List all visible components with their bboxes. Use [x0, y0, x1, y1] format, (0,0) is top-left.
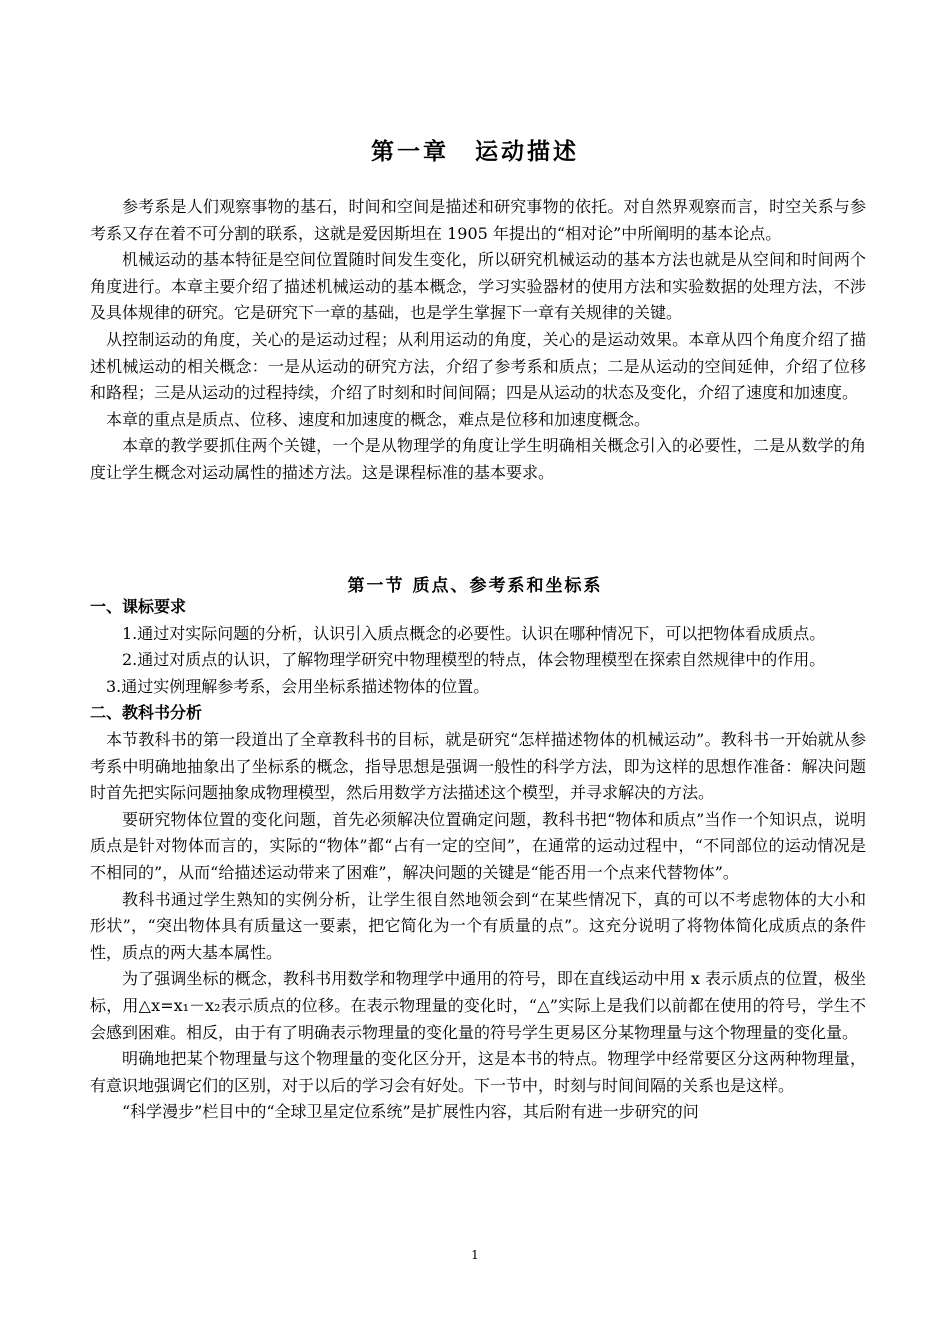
paragraph: 本章的教学要抓住两个关键，一个是从物理学的角度让学生明确相关概念引入的必要性，二是从数学的角度让学生概念对运动属性的描述方法。这是课程标准的基本要求。: [90, 436, 866, 482]
paragraph: 机械运动的基本特征是空间位置随时间发生变化，所以研究机械运动的基本方法也就是从空间和时间两个角度进行。本章主要介绍了描述机械运动的基本概念，学习实验器材的使用方法和实验数据的处理方法，不涉及具体规律的研究。它是研究下一章的基础，也是学生掌握下一章有关规律的关键。: [90, 250, 866, 323]
paragraph: 教科书通过学生熟知的实例分析，让学生很自然地领会到“在某些情况下，真的可以不考虑物体的大小和形状”，“突出物体具有质量这一要素，把它简化为一个有质量的点”。这充分说明了将物体简化成质点的条件性，质点的两大基本属性。: [90, 889, 866, 962]
intro-block: [90, 194, 866, 487]
paragraph: “科学漫步”栏目中的“全球卫星定位系统”是扩展性内容，其后附有进一步研究的问: [122, 1102, 699, 1122]
paragraph: 明确地把某个物理量与这个物理量的变化区分开，这是本书的特点。物理学中经常要区分这两种物理量，有意识地强调它们的区别，对于以后的学习会有好处。下一节中，时刻与时间间隔的关系也是这样。: [90, 1049, 866, 1095]
paragraph: 从控制运动的角度，关心的是运动过程；从利用运动的角度，关心的是运动效果。本章从四个角度介绍了描述机械运动的相关概念：一是从运动的研究方法，介绍了参考系和质点；二是从运动的空间延伸，介绍了位移和路程；三是从运动的过程持续，介绍了时刻和时间间隔；四是从运动的状态及变化，介绍了速度和加速度。: [90, 329, 866, 403]
heading-standards: 一、课标要求: [90, 597, 187, 616]
section-title: 第一节 质点、参考系和坐标系: [347, 576, 603, 596]
heading-analysis: 二、教科书分析: [90, 703, 203, 723]
paragraph: 本章的重点是质点、位移、速度和加速度的概念，难点是位移和加速度概念。: [106, 409, 651, 429]
paragraph: 为了强调坐标的概念，教科书用数学和物理学中通用的符号，即在直线运动中用 x 表示质点的位置，极坐标，用△x=x₁－x₂表示质点的位移。在表示物理量的变化时，“△”实际上是我们以前都在使用的符号，学生不会感到困难。相反，由于有了明确表示物理量的变化量的符号学生更易区分某物理量与这个物理量的变化量。: [90, 969, 866, 1042]
paragraph: 2.通过对质点的认识，了解物理学研究中物理模型的特点，体会物理模型在探索自然规律中的作用。: [122, 650, 826, 670]
chapter-title: 第一章 运动描述: [371, 138, 579, 165]
section-body: [90, 594, 866, 1126]
page-number: 1: [471, 1248, 479, 1262]
paragraph: 本节教科书的第一段道出了全章教科书的目标，就是研究“怎样描述物体的机械运动”。教科书一开始就从参考系中明确地抽象出了坐标系的概念，指导思想是强调一般性的科学方法，即为这样的思想作准备：解决问题时首先把实际问题抽象成物理模型，然后用数学方法描述这个模型，并寻求解决的方法。: [90, 729, 866, 803]
paragraph: 要研究物体位置的变化问题，首先必须解决位置确定问题，教科书把“物体和质点”当作一个知识点，说明质点是针对物体而言的，实际的“物体”都“占有一定的空间”，在通常的运动过程中，“不同部位的运动情况是不相同的”，从而“给描述运动带来了困难”，解决问题的关键是“能否用一个点来代替物体”。: [90, 809, 866, 882]
paragraph: 1.通过对实际问题的分析，认识引入质点概念的必要性。认识在哪种情况下，可以把物体看成质点。: [122, 623, 826, 643]
paragraph: 3.通过实例理解参考系，会用坐标系描述物体的位置。: [106, 676, 490, 696]
paragraph: 参考系是人们观察事物的基石，时间和空间是描述和研究事物的依托。对自然界观察而言，时空关系与参考系又存在着不可分割的联系，这就是爱因斯坦在 1905 年提出的“相对论”中所阐明的基本论点。: [90, 197, 866, 243]
